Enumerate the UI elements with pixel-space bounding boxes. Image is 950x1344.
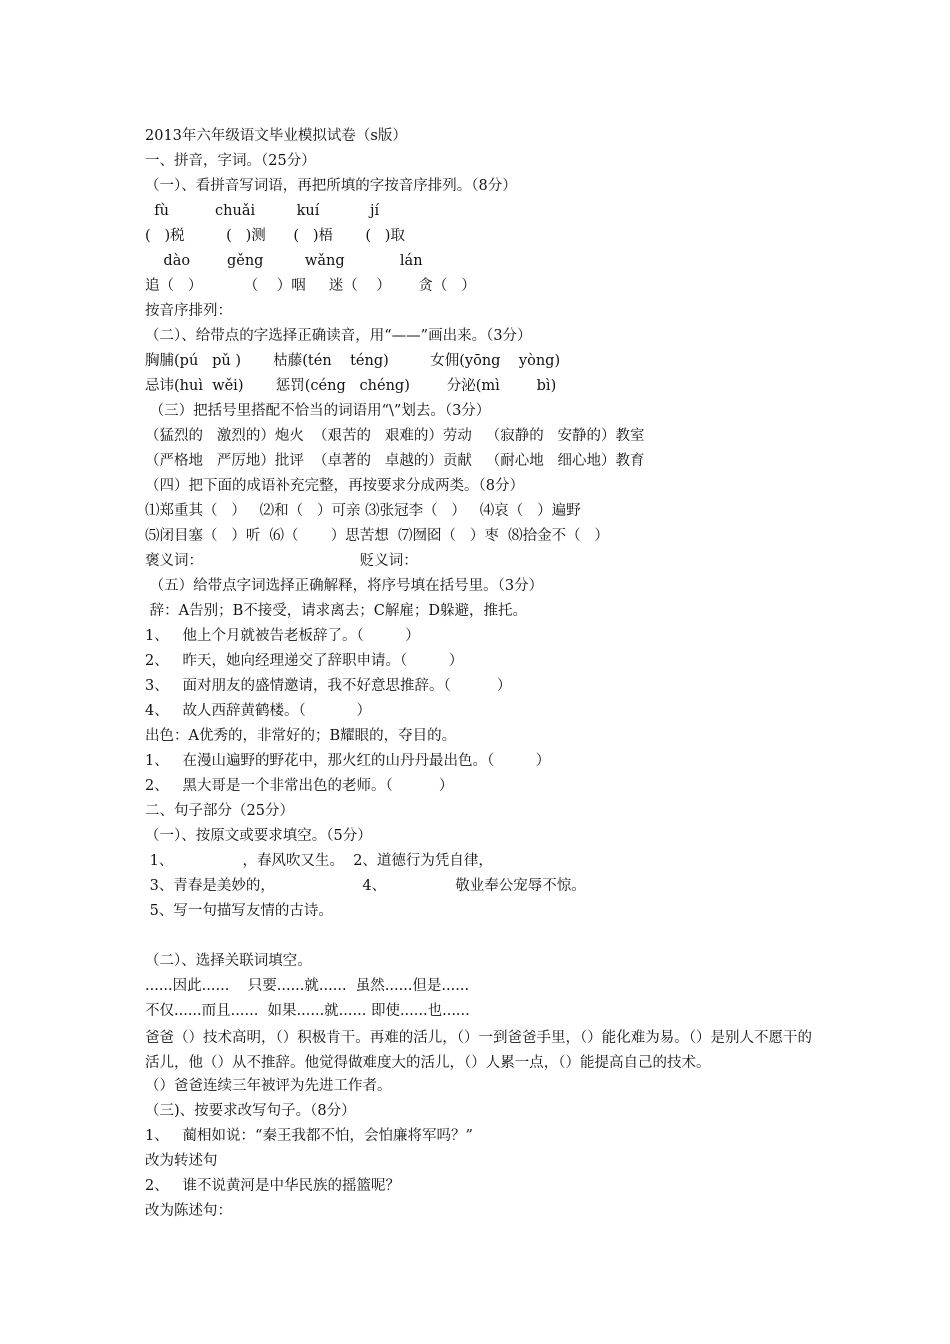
text-line: 辞：A告别；B不接受，请求离去；C解雇；D躲避，推托。	[145, 603, 527, 619]
question-heading: （四）把下面的成语补充完整，再按要求分成两类。（8分）	[145, 478, 524, 494]
text-line: 1、 他上个月就被告老板辞了。（ ）	[145, 628, 420, 644]
pinyin-row: fù chuǎi kuí jí	[145, 203, 380, 219]
paragraph: 爸爸（）技术高明，（）积极肯干。再难的活儿，（）一到爸爸手里，（）能化难为易。（）是别人不愿干的活儿，他（）从不推辞。他觉得做难度大的活儿，（）人累一点，（）能提高自己的技术。	[145, 1030, 812, 1071]
text-line: 2、 黑大哥是一个非常出色的老师。（ ）	[145, 778, 454, 794]
text-line: ......因此...... 只要......就...... 虽然......但是......	[145, 978, 470, 994]
text-line: （严格地 严厉地）批评 （卓著的 卓越的）贡献 （耐心地 细心地）教育	[145, 453, 645, 469]
doc-title: 2013年六年级语文毕业模拟试卷（s版）	[145, 128, 407, 144]
text-line: 3、 面对朋友的盛情邀请，我不好意思推辞。（ ）	[145, 678, 512, 694]
text-line: ⑸闭目塞（ ）听 ⑹（ ）思苦想 ⑺囫囵（ ）枣 ⑻拾金不（ ）	[145, 528, 609, 544]
text-line: 褒义词： 贬义词：	[145, 553, 418, 569]
text-line: 不仅......而且...... 如果......就...... 即使......也......	[145, 1003, 470, 1019]
question-heading: （二）、选择关联词填空。	[145, 953, 312, 969]
text-line: 5、写一句描写友情的古诗。	[145, 903, 333, 919]
text-line: 2、 谁不说黄河是中华民族的摇篮呢？	[145, 1178, 401, 1194]
text-line: 按音序排列：	[145, 303, 232, 319]
text-line: 1、 蔺相如说：“秦王我都不怕，会怕廉将军吗？”	[145, 1128, 473, 1144]
question-heading: （一）、按原文或要求填空。（5分）	[145, 828, 372, 844]
text-line: 3、青春是美妙的， 4、 敬业奉公宠辱不惊。	[145, 878, 586, 894]
section-heading: 二、句子部分（25分）	[145, 803, 294, 819]
question-heading: （二）、给带点的字选择正确读音，用“——”画出来。（3分）	[145, 328, 532, 344]
text-line: 忌讳(huì wěi) 惩罚(céng chéng) 分泌(mì bì)	[145, 378, 557, 394]
text-line: 1、 ，春风吹又生。 2、道德行为凭自律，	[145, 853, 493, 869]
text-line: （）爸爸连续三年被评为先进工作者。	[145, 1078, 392, 1094]
blank-row: 追（ ） （ ）咽 迷（ ） 贪（ ）	[145, 278, 476, 294]
question-heading: （五）给带点字词选择正确解释，将序号填在括号里。（3分）	[145, 578, 544, 594]
text-line: 4、 故人西辞黄鹤楼。（ ）	[145, 703, 372, 719]
text-line: 出色：A优秀的，非常好的；B耀眼的，夺目的。	[145, 728, 457, 744]
question-heading: （三）把括号里搭配不恰当的词语用“\”划去。（3分）	[145, 403, 491, 419]
pinyin-row: dào gěng wǎng lán	[145, 253, 423, 269]
text-line: 胸脯(pú pǔ ) 枯藤(tén téng) 女佣(yōng yòng)	[145, 353, 561, 369]
text-line: 1、 在漫山遍野的野花中，那火红的山丹丹最出色。（ ）	[145, 753, 551, 769]
text-line: （猛烈的 激烈的）炮火 （艰苦的 艰难的）劳动 （寂静的 安静的）教室	[145, 428, 645, 444]
question-heading: （三)、按要求改写句子。（8分）	[145, 1103, 356, 1119]
section-heading: 一、拼音，字词。（25分）	[145, 153, 316, 169]
text-line: 改为转述句	[145, 1153, 218, 1169]
blank-row: ( )税 ( )测 ( )梧 ( )取	[145, 228, 405, 244]
text-line: 2、 昨天，她向经理递交了辞职申请。（ ）	[145, 653, 464, 669]
text-line: ⑴郑重其（ ） ⑵和（ ）可亲 ⑶张冠李（ ） ⑷哀（ ）遍野	[145, 503, 581, 519]
text-line: 改为陈述句：	[145, 1203, 232, 1219]
question-heading: （一）、看拼音写词语，再把所填的字按音序排列。（8分）	[145, 178, 517, 194]
